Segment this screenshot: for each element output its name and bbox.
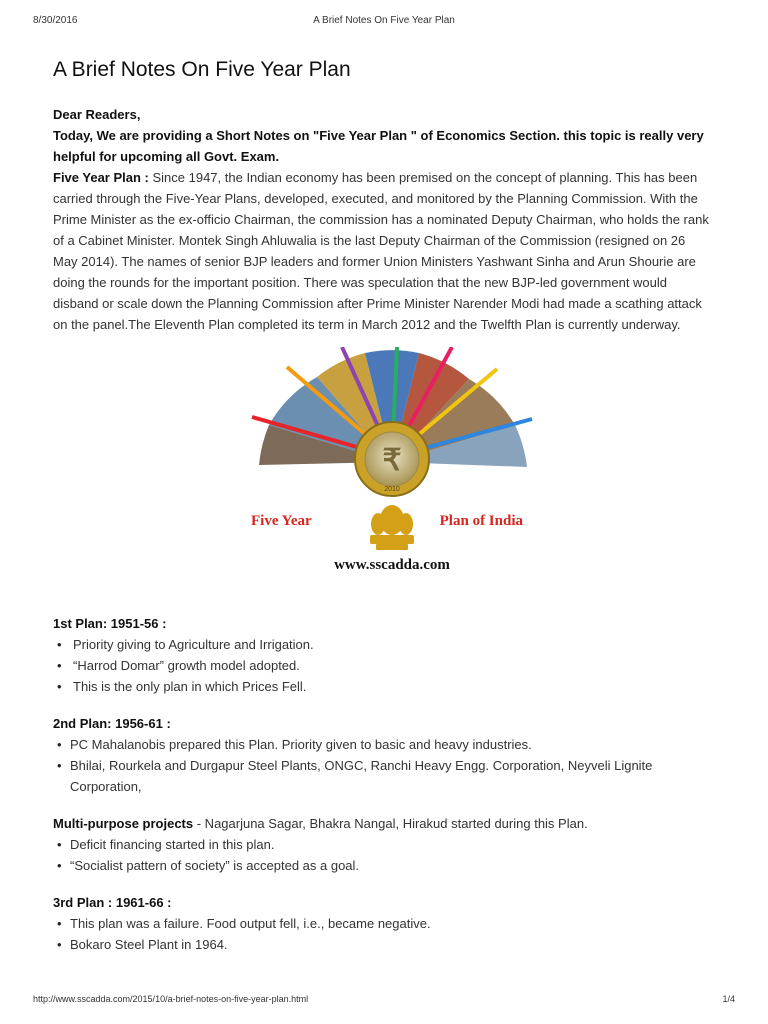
five-year-plan-label: Five Year Plan :: [53, 170, 149, 185]
greeting: Dear Readers,: [53, 107, 141, 122]
print-footer: [33, 994, 735, 1008]
plan-2-heading: 2nd Plan: 1956-61 :: [53, 716, 171, 731]
list-item: • Bhilai, Rourkela and Durgapur Steel Plants, ONGC, Ranchi Heavy Engg. Corporation, Neyveli Lignite Corporation,: [53, 755, 713, 797]
list-item: • PC Mahalanobis prepared this Plan. Priority given to basic and heavy industries.: [53, 734, 713, 755]
list-item: • This plan was a failure. Food output fell, i.e., became negative.: [53, 913, 713, 934]
plan-3-list: [53, 913, 713, 955]
plan-3-heading: 3rd Plan : 1961-66 :: [53, 895, 172, 910]
list-item: • “Socialist pattern of society” is accepted as a goal.: [53, 855, 713, 876]
list-item: • Bokaro Steel Plant in 1964.: [53, 934, 713, 955]
five-year-plan-banner: [247, 347, 537, 597]
list-item: • Priority giving to Agriculture and Irrigation.: [53, 634, 713, 655]
plan-1-heading: 1st Plan: 1951-56 :: [53, 616, 167, 631]
caption-left: Five Year: [251, 513, 312, 529]
plan-1: [53, 613, 713, 697]
print-title: A Brief Notes On Five Year Plan: [313, 15, 455, 26]
multipurpose-line: [53, 813, 713, 834]
multipurpose-projects: [53, 813, 713, 876]
list-item: • “Harrod Domar” growth model adopted.: [53, 655, 713, 676]
five-year-plan-body: Since 1947, the Indian economy has been premised on the concept of planning. This has been carried through the Five-Year Plans, developed, executed, and monitored by the Planning Commission. With the Prime Minister as the ex-officio Chairman, the commission has a nominated Deputy Chairman, who holds the rank of a Cabinet Minister. Montek Singh Ahluwalia is the last Deputy Chairman of the Commission (resigned on 26 May 2014). The names of senior BJP leaders and former Union Ministers Yashwant Sinha and Arun Shourie are doing the rounds for the important position. There was speculation that the new BJP-led government would disband or scale down the Planning Commission after Prime Minister Narender Modi had made a scathing attack on the panel.The Eleventh Plan completed its term in March 2012 and the Twelfth Plan is currently underway.: [53, 170, 709, 332]
list-item: • This is the only plan in which Prices Fell.: [53, 676, 713, 697]
print-header: [33, 15, 735, 29]
plan-3: [53, 892, 713, 955]
five-year-plan-paragraph: [53, 167, 713, 335]
plan-1-list: [53, 634, 713, 697]
list-item: • Deficit financing started in this plan.: [53, 834, 713, 855]
multipurpose-label: Multi-purpose projects: [53, 816, 194, 831]
intro-text: Today, We are providing a Short Notes on "Five Year Plan " of Economics Section. this topic is really very helpful for upcoming all Govt. Exam.: [53, 128, 704, 164]
coin-year: 2010: [384, 486, 400, 493]
caption-right: Plan of India: [439, 513, 523, 529]
plan-2: [53, 713, 713, 797]
rupee-coin-icon: [355, 422, 429, 496]
banner-site-url: www.sscadda.com: [334, 557, 450, 573]
article: [53, 58, 713, 955]
plan-2-list: [53, 734, 713, 797]
article-title: A Brief Notes On Five Year Plan: [53, 58, 351, 81]
multipurpose-text: - Nagarjuna Sagar, Bhakra Nangal, Hirakud started during this Plan.: [193, 816, 588, 831]
banner-caption: [247, 513, 537, 533]
print-date: 8/30/2016: [33, 15, 78, 26]
page-number: 1/4: [722, 994, 735, 1004]
svg-text:₹: ₹: [382, 444, 402, 477]
plan-2-list-extra: [53, 834, 713, 876]
print-url: http://www.sscadda.com/2015/10/a-brief-notes-on-five-year-plan.html: [33, 994, 309, 1004]
